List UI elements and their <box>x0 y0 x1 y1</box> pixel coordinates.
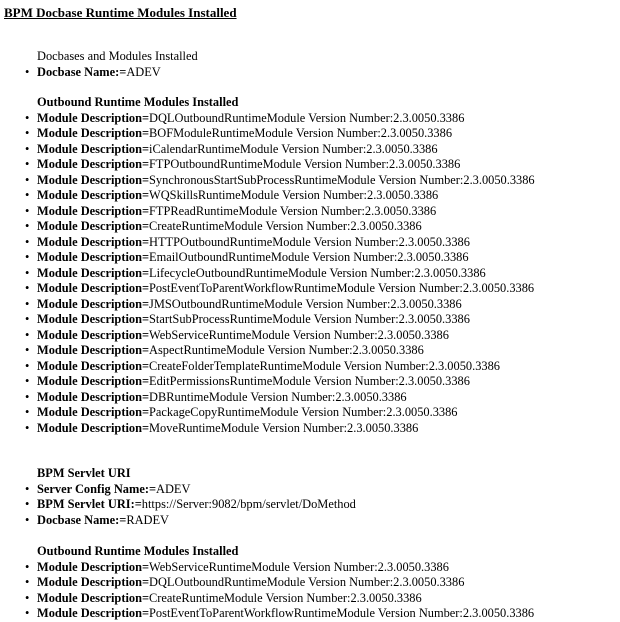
module-label: Module Description= <box>37 141 150 156</box>
module-label: Module Description= <box>37 110 150 125</box>
docbase-name-item-2 <box>0 513 620 529</box>
module-item <box>0 343 620 359</box>
module-value: HTTPOutboundRuntimeModule Version Number:2.3.0050.3386 <box>149 234 470 249</box>
module-value: iCalendarRuntimeModule Version Number:2.3.0050.3386 <box>149 141 438 156</box>
module-value: PostEventToParentWorkflowRuntimeModule Version Number:2.3.0050.3386 <box>149 606 535 620</box>
page-title: BPM Docbase Runtime Modules Installed <box>4 5 237 20</box>
servlet-list <box>0 482 620 529</box>
outbound-modules-heading-1: Outbound Runtime Modules Installed <box>37 95 239 109</box>
module-value: JMSOutboundRuntimeModule Version Number:2.3.0050.3386 <box>149 296 462 311</box>
module-item <box>0 575 620 591</box>
servlet-section <box>0 466 620 528</box>
servlet-uri-item <box>0 497 620 513</box>
module-value: WebServiceRuntimeModule Version Number:2.3.0050.3386 <box>149 327 449 342</box>
module-item <box>0 328 620 344</box>
module-item <box>0 281 620 297</box>
module-item <box>0 266 620 282</box>
module-label: Module Description= <box>37 405 150 419</box>
module-label: Module Description= <box>37 126 150 140</box>
docbase-name-label-2: Docbase Name:= <box>37 512 127 527</box>
module-label: Module Description= <box>37 312 150 326</box>
server-config-label: Server Config Name:= <box>37 481 157 496</box>
module-label: Module Description= <box>37 420 150 435</box>
module-label: Module Description= <box>37 374 150 388</box>
module-value: LifecycleOutboundRuntimeModule Version Number:2.3.0050.3386 <box>149 265 486 280</box>
module-value: SynchronousStartSubProcessRuntimeModule Version Number:2.3.0050.3386 <box>149 172 535 187</box>
module-label: Module Description= <box>37 606 150 620</box>
docbase-name-item <box>0 65 620 81</box>
module-item <box>0 312 620 328</box>
module-value: StartSubProcessRuntimeModule Version Number:2.3.0050.3386 <box>149 312 470 326</box>
module-label: Module Description= <box>37 281 150 295</box>
module-value: CreateFolderTemplateRuntimeModule Version Number:2.3.0050.3386 <box>149 358 500 373</box>
server-config-item <box>0 482 620 498</box>
module-item <box>0 188 620 204</box>
module-label: Module Description= <box>37 172 150 187</box>
module-value: PostEventToParentWorkflowRuntimeModule Version Number:2.3.0050.3386 <box>149 281 535 295</box>
module-item <box>0 204 620 220</box>
docbase-name-value: ADEV <box>126 64 161 79</box>
outbound-modules-section-2 <box>0 544 620 622</box>
module-item <box>0 359 620 375</box>
module-item <box>0 235 620 251</box>
module-value: DBRuntimeModule Version Number:2.3.0050.3386 <box>149 389 407 404</box>
module-value: WQSkillsRuntimeModule Version Number:2.3.0050.3386 <box>149 188 439 202</box>
module-item <box>0 219 620 235</box>
module-item <box>0 606 620 622</box>
module-item <box>0 421 620 437</box>
docbases-section <box>0 49 620 80</box>
module-value: AspectRuntimeModule Version Number:2.3.0050.3386 <box>149 343 424 357</box>
module-label: Module Description= <box>37 590 150 605</box>
module-label: Module Description= <box>37 188 150 202</box>
docbases-intro: Docbases and Modules Installed <box>37 49 198 63</box>
module-item <box>0 390 620 406</box>
module-label: Module Description= <box>37 219 150 233</box>
module-list-2 <box>0 560 620 622</box>
module-label: Module Description= <box>37 234 150 249</box>
module-label: Module Description= <box>37 296 150 311</box>
module-item <box>0 560 620 576</box>
module-list-1 <box>0 111 620 437</box>
docbase-list <box>0 65 620 81</box>
module-item <box>0 250 620 266</box>
module-label: Module Description= <box>37 327 150 342</box>
module-item <box>0 374 620 390</box>
servlet-heading: BPM Servlet URI <box>37 466 131 480</box>
module-value: FTPOutboundRuntimeModule Version Number:2.3.0050.3386 <box>149 157 461 171</box>
docbase-name-value-2: RADEV <box>126 512 169 527</box>
module-item <box>0 126 620 142</box>
module-label: Module Description= <box>37 559 150 574</box>
module-label: Module Description= <box>37 343 150 357</box>
module-value: EmailOutboundRuntimeModule Version Number:2.3.0050.3386 <box>149 250 469 264</box>
module-value: PackageCopyRuntimeModule Version Number:2.3.0050.3386 <box>149 405 458 419</box>
module-value: DQLOutboundRuntimeModule Version Number:2.3.0050.3386 <box>149 575 465 589</box>
module-value: CreateRuntimeModule Version Number:2.3.0050.3386 <box>149 219 422 233</box>
servlet-uri-value: https://Server:9082/bpm/servlet/DoMethod <box>141 497 356 511</box>
module-value: MoveRuntimeModule Version Number:2.3.0050.3386 <box>149 420 419 435</box>
module-value: BOFModuleRuntimeModule Version Number:2.3.0050.3386 <box>149 126 453 140</box>
module-label: Module Description= <box>37 358 150 373</box>
module-value: CreateRuntimeModule Version Number:2.3.0050.3386 <box>149 590 422 605</box>
docbase-name-label: Docbase Name:= <box>37 64 127 79</box>
module-item <box>0 297 620 313</box>
module-item <box>0 111 620 127</box>
module-label: Module Description= <box>37 250 150 264</box>
module-item <box>0 173 620 189</box>
module-label: Module Description= <box>37 265 150 280</box>
module-item <box>0 142 620 158</box>
servlet-uri-label: BPM Servlet URI:= <box>37 497 142 511</box>
module-item <box>0 591 620 607</box>
outbound-modules-section-1 <box>0 95 620 436</box>
module-item <box>0 405 620 421</box>
module-label: Module Description= <box>37 203 150 218</box>
module-value: DQLOutboundRuntimeModule Version Number:2.3.0050.3386 <box>149 110 465 125</box>
module-label: Module Description= <box>37 157 150 171</box>
module-item <box>0 157 620 173</box>
outbound-modules-heading-2: Outbound Runtime Modules Installed <box>37 544 239 558</box>
server-config-value: ADEV <box>156 481 191 496</box>
module-value: FTPReadRuntimeModule Version Number:2.3.0050.3386 <box>149 203 437 218</box>
module-label: Module Description= <box>37 575 150 589</box>
module-label: Module Description= <box>37 389 150 404</box>
module-value: EditPermissionsRuntimeModule Version Number:2.3.0050.3386 <box>149 374 470 388</box>
module-value: WebServiceRuntimeModule Version Number:2.3.0050.3386 <box>149 559 449 574</box>
